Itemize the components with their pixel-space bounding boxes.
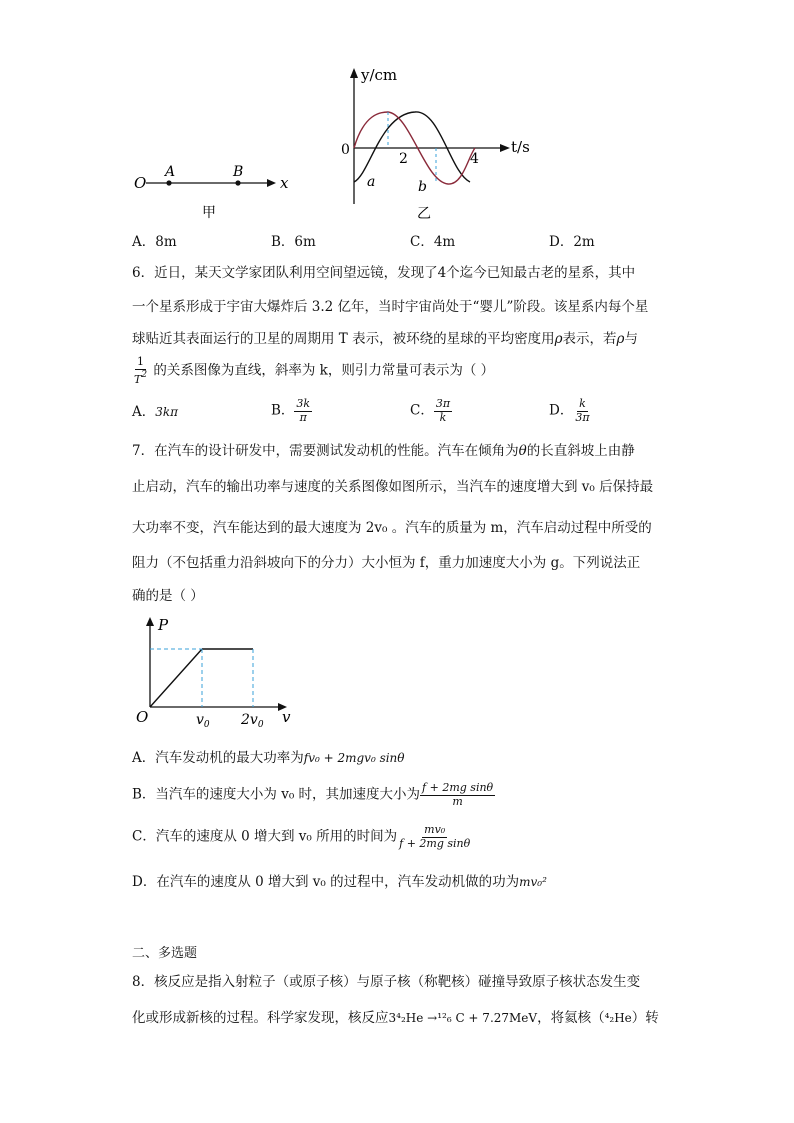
origin-o: O: [136, 708, 149, 726]
tick-4: 4: [470, 151, 479, 167]
point-a-dot: [166, 180, 171, 185]
q7-line-5: 确的是（ ）: [132, 588, 204, 604]
q6-line-4: [132, 356, 494, 386]
rho-symbol-2: ρ: [616, 331, 625, 347]
q6-line-4-text: 的关系图像为直线，斜率为 k，则引力常量可表示为（ ）: [153, 362, 495, 379]
wave-b-label: b: [418, 179, 427, 195]
q6-line-3a: 球贴近其表面运行的卫星的周期用 T 表示，被环绕的星球的平均密度用: [132, 331, 555, 347]
figure-jia: [128, 160, 298, 225]
t-axis-arrow: [500, 144, 510, 152]
q6-option-a: A．3kπ: [132, 404, 179, 420]
q6-line-2: 一个星系形成于宇宙大爆炸后 3.2 亿年，当时宇宙尚处于“婴儿”阶段。该星系内每个星: [132, 299, 649, 315]
y-axis-arrow: [350, 68, 358, 78]
v-axis-label: v: [282, 708, 291, 726]
helium-nucleus: ⁴₂He: [604, 1011, 632, 1025]
t-axis-label: t/s: [511, 138, 530, 156]
q7-option-b: B．当汽车的速度大小为 v₀ 时，其加速度大小为 $\frac{\text{f + 2mg sinθ}}{m}$: [132, 781, 494, 808]
point-b-dot: [235, 180, 240, 185]
v0-label: $v_0$: [196, 712, 210, 730]
origin-zero: 0: [341, 142, 350, 158]
q6-line-3: [132, 333, 638, 347]
q8-line-2: 化或形成新核的过程。科学家发现，核反应3⁴₂He →¹²₆ C + 7.27MeV，将氦核（⁴₂He）转: [132, 1010, 659, 1026]
q5-option-d: D．2m: [549, 234, 595, 250]
one-over-t-squared: [132, 356, 149, 386]
point-b-label: B: [233, 164, 244, 180]
frac-den: $T^2$: [134, 369, 148, 386]
q6-option-d: D． $\frac{k}{3\pi}$: [549, 397, 590, 424]
wave-a-label: a: [367, 174, 376, 190]
p-label: P: [158, 616, 169, 634]
power-ramp: [150, 649, 202, 707]
figure-yi: [330, 62, 540, 225]
q6-line-1: 6．近日，某天文学家团队利用空间望远镜，发现了4个迄今已知最古老的星系，其中: [132, 265, 636, 281]
nuclear-reaction: 3⁴₂He →¹²₆ C + 7.27MeV: [388, 1011, 538, 1025]
origin-label: O: [134, 174, 147, 192]
tick-2: 2: [399, 151, 408, 167]
q7-line-4: 阻力（不包括重力沿斜坡向下的分力）大小恒为 f，重力加速度大小为 g。下列说法正: [132, 555, 641, 571]
q7-line-3: 大功率不变，汽车能达到的最大速度为 2v₀ 。汽车的质量为 m，汽车启动过程中所受的: [132, 520, 652, 536]
q7-option-c: C．汽车的速度从 0 增大到 v₀ 所用的时间为 $\frac{\text{mv₀}}{\text{f + 2mg sinθ}}$: [132, 823, 471, 850]
q6-option-c: C． $\frac{3\pi}{k}$: [410, 397, 451, 424]
frac-num: 1: [137, 355, 145, 368]
x-axis-arrow: [267, 179, 276, 187]
wave-a-curve: [354, 112, 470, 182]
x-axis-label: x: [280, 174, 289, 192]
q8-line-1: 8．核反应是指入射粒子（或原子核）与原子核（称靶核）碰撞导致原子核状态发生变: [132, 974, 641, 990]
q5-option-b: B．6m: [271, 234, 316, 250]
rho-symbol: ρ: [554, 331, 563, 347]
section-multi-choice-title: 二、多选题: [132, 946, 198, 961]
point-a-label: A: [165, 164, 176, 180]
q6-option-b: B． $\frac{3k}{\pi}$: [271, 397, 311, 424]
q7-option-d: D．在汽车的速度从 0 增大到 v₀ 的过程中，汽车发动机做的功为mv₀²: [132, 874, 547, 890]
q6-line-3c: 与: [624, 331, 638, 347]
y-axis-label: y/cm: [361, 66, 398, 84]
p-axis-arrow: [146, 617, 154, 626]
q7-line-2: 止启动，汽车的输出功率与速度的关系图像如图所示，当汽车的速度增大到 v₀ 后保持最: [132, 479, 654, 495]
q5-option-c: C．4m: [410, 234, 456, 250]
caption-jia: 甲: [202, 205, 216, 221]
power-velocity-graph: [130, 612, 300, 732]
caption-yi: 乙: [417, 206, 431, 222]
q5-option-a: A．8m: [132, 234, 177, 250]
q7-option-a: A．汽车发动机的最大功率为fv₀ + 2mgv₀ sinθ: [132, 750, 405, 766]
q6-line-3b: 表示，若: [562, 331, 617, 347]
q7-line-1: 7．在汽车的设计研发中，需要测试发动机的性能。汽车在倾角为θ的长直斜坡上由静: [132, 443, 635, 459]
two-v0-label: $2v_0$: [241, 712, 264, 730]
